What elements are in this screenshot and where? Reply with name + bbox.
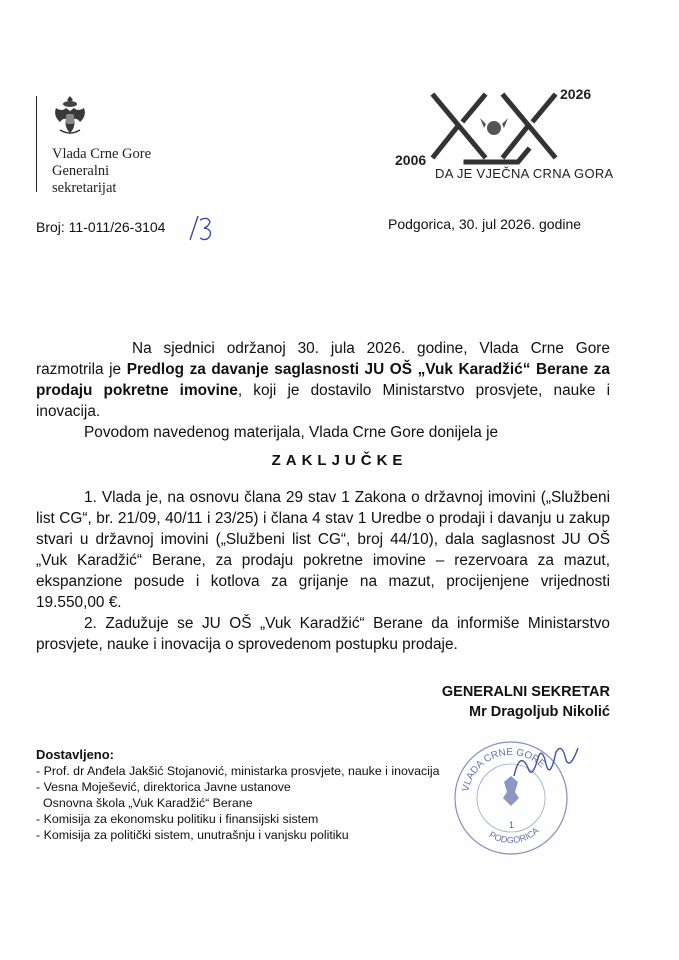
distribution-item: - Komisija za ekonomsku politiku i finansijski sistem bbox=[36, 812, 319, 826]
handwritten-suffix bbox=[188, 214, 218, 242]
conclusions-list bbox=[36, 487, 610, 655]
stamp-arc-bottom: PODGORICA bbox=[487, 825, 541, 846]
intro-text-a: Na sjednici održanoj 30. jula 2026. godine, Vlada Crne Gore razmotrila je bbox=[36, 340, 610, 378]
distribution-item: - Komisija za politički sistem, unutrašnju i vanjsku politiku bbox=[36, 828, 349, 842]
distribution-item: - Prof. dr Anđela Jakšić Stojanović, ministarka prosvjete, nauke i inovacija bbox=[36, 764, 440, 778]
intro-text-b: , koji je dostavilo Ministarstvo prosvjete, nauke i inovacija. bbox=[36, 382, 611, 420]
signature-block bbox=[408, 682, 610, 722]
signature-scribble bbox=[510, 746, 590, 786]
signatory-name: Mr Dragoljub Nikolić bbox=[469, 704, 610, 720]
year-end: 2026 bbox=[560, 86, 592, 102]
gov-line-3: sekretarijat bbox=[52, 180, 117, 196]
stamp-arc-top: VLADA CRNE GORE bbox=[460, 746, 548, 793]
gov-line-2: Generalni bbox=[52, 163, 110, 179]
government-name bbox=[52, 146, 151, 197]
distribution-title: Dostavljeno: bbox=[36, 747, 115, 762]
section-heading: ZAKLJUČKE bbox=[271, 452, 408, 469]
conclusion-item-1: 1. Vlada je, na osnovu člana 29 stav 1 Zakona o državnoj imovini („Službeni list CG“, br. 21/09, 40/11 i 23/25) i člana 4 stav 1 Uredbe o prodaji i davanju u zakup stvari u državnoj imovini („Službeni list CG“, broj 44/10), dala saglasnost JU OŠ „Vuk Karadžić“ Berane, za prodaju pokretne imovine – rezervoara za mazut, ekspanzione posude i kotlova za grijanje na mazut, procijenjene vrijednosti 19.550,00 €. bbox=[36, 489, 610, 611]
reference-number: Broj: 11-011/26-3104 bbox=[36, 219, 166, 235]
motto: DA JE VJEČNA CRNA GORA bbox=[435, 166, 614, 181]
intro-paragraph bbox=[36, 338, 610, 422]
year-start: 2006 bbox=[395, 152, 427, 168]
stamp-number: 1 bbox=[509, 820, 515, 830]
gov-line-1: Vlada Crne Gore bbox=[52, 146, 152, 162]
header-divider bbox=[36, 96, 37, 192]
distribution-list bbox=[36, 747, 440, 843]
conclusion-item-2: 2. Zadužuje se JU OŠ „Vuk Karadžić“ Berane da informiše Ministarstvo prosvjete, nauke i inovacija o sprovedenom postupku prodaje. bbox=[36, 615, 610, 653]
signatory-title: GENERALNI SEKRETAR bbox=[441, 684, 610, 700]
decision-intro: Povodom navedenog materijala, Vlada Crne Gore donijela je bbox=[84, 424, 499, 441]
intro-subject: Predlog za davanje saglasnosti JU OŠ „Vuk Karadžić“ Berane za prodaju pokretne imovine bbox=[36, 361, 610, 399]
coat-of-arms-icon bbox=[52, 94, 88, 138]
distribution-item: Osnovna škola „Vuk Karadžić“ Berane bbox=[43, 796, 253, 810]
document-date: Podgorica, 30. jul 2026. godine bbox=[388, 216, 582, 232]
distribution-item: - Vesna Moješević, direktorica Javne ustanove bbox=[36, 780, 291, 794]
